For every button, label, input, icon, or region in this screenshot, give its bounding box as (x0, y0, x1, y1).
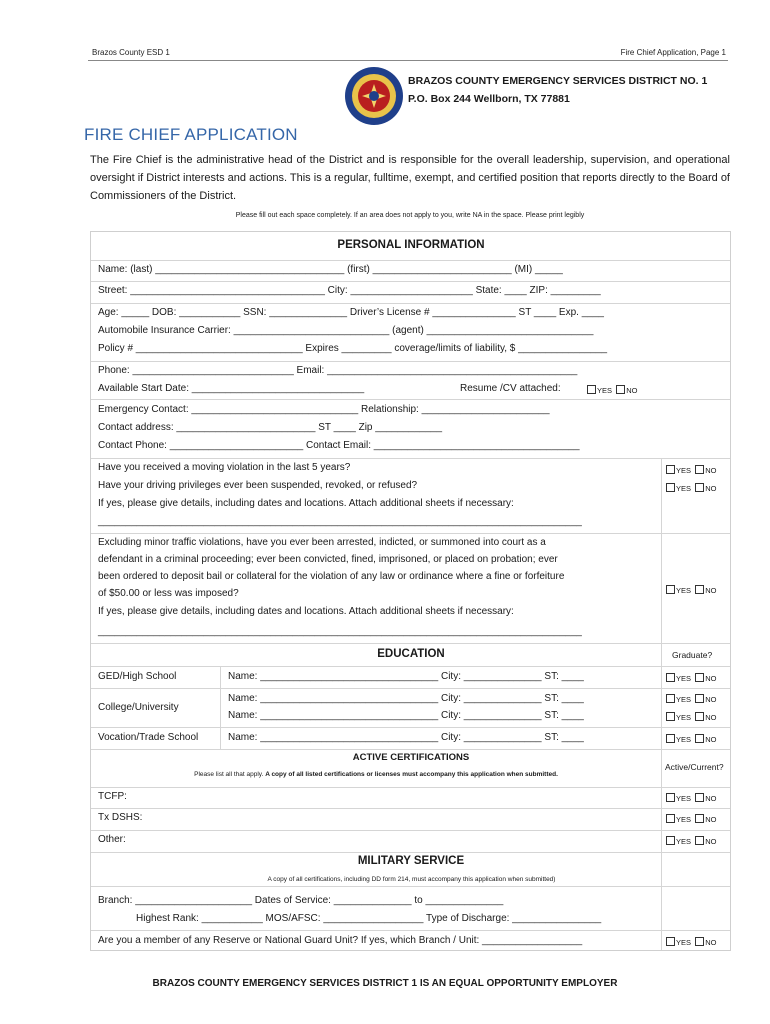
district-seal-logo (344, 66, 404, 126)
organization-block (408, 72, 707, 108)
start-date-field[interactable]: Available Start Date: _______________________________ (98, 383, 365, 394)
checkbox-icon[interactable] (666, 483, 675, 492)
criminal-yes-no[interactable]: YES NO (666, 585, 716, 595)
checkbox-icon[interactable] (695, 465, 704, 474)
txdshs-yes-no[interactable]: YES NO (666, 814, 716, 824)
checkbox-icon[interactable] (666, 465, 675, 474)
checkbox-icon[interactable] (666, 836, 675, 845)
header-divider (88, 60, 728, 61)
college-name-line-1[interactable]: Name: ________________________________ City: ______________ ST: ____ (228, 693, 584, 704)
checkbox-icon[interactable] (666, 673, 675, 682)
intro-paragraph: The Fire Chief is the administrative head of the District and is responsible for the overall leadership, supervision, and operational oversight if District interests and actions. This is a regular, fulltime, exempt, and certified position that reports directly to the Board of Commissioners of the District. (90, 154, 730, 202)
checkbox-icon[interactable] (666, 793, 675, 802)
branch-dates-field[interactable]: Branch: _____________________ Dates of Service: ______________ to ______________ (98, 895, 504, 906)
other-cert-field[interactable]: Other: (98, 834, 126, 845)
organization-name: BRAZOS COUNTY EMERGENCY SERVICES DISTRICT NO. 1 (408, 75, 708, 87)
military-note: A copy of all certifications, including DD form 214, must accompany this application when submitted) (267, 876, 556, 883)
street-field[interactable]: Street: ___________________________________ City: ______________________ State: ____ ZIP: _________ (98, 285, 601, 296)
vocation-yes-no[interactable]: YES NO (666, 734, 716, 744)
checkbox-icon[interactable] (695, 814, 704, 823)
page-header-right: Fire Chief Application, Page 1 (620, 48, 726, 57)
vocation-name-line[interactable]: Name: ________________________________ City: ______________ ST: ____ (228, 732, 584, 743)
education-row-ged: GED/High School (98, 671, 177, 682)
instructions-note: Please fill out each space completely. If an area does not apply to you, write NA in the space. Please print legibly (235, 212, 585, 219)
checkbox-icon[interactable] (587, 385, 596, 394)
education-row-vocation: Vocation/Trade School (98, 732, 199, 743)
certifications-heading: ACTIVE CERTIFICATIONS (352, 752, 470, 763)
resume-yes-no[interactable]: YES NO (587, 385, 637, 395)
insurance-carrier-field[interactable]: Automobile Insurance Carrier: ____________________________ (agent) ______________________________ (98, 325, 594, 336)
checkbox-icon[interactable] (695, 694, 704, 703)
form-title: FIRE CHIEF APPLICATION (84, 125, 298, 144)
checkbox-icon[interactable] (695, 585, 704, 594)
policy-field[interactable]: Policy # ______________________________ Expires _________ coverage/limits of liability, $ ________________ (98, 343, 608, 354)
name-field[interactable]: Name: (last) __________________________________ (first) _________________________ (MI) _____ (98, 264, 563, 275)
checkbox-icon[interactable] (666, 937, 675, 946)
checkbox-icon[interactable] (695, 793, 704, 802)
criminal-question-line-2: defendant in a criminal proceeding; ever been convicted, fined, imprisoned, or placed on probation; ever (98, 554, 558, 565)
checkbox-icon[interactable] (666, 734, 675, 743)
ged-yes-no[interactable]: YES NO (666, 673, 716, 683)
reserve-yes-no[interactable]: YES NO (666, 937, 716, 947)
criminal-details-line[interactable]: _______________________________________________________________________________________ (98, 626, 582, 637)
college-name-line-2[interactable]: Name: ________________________________ City: ______________ ST: ____ (228, 710, 584, 721)
education-row-college: College/University (98, 702, 179, 713)
tcfp-yes-no[interactable]: YES NO (666, 793, 716, 803)
checkbox-icon[interactable] (695, 734, 704, 743)
criminal-question-line-1: Excluding minor traffic violations, have you ever been arrested, indicted, or summoned into court as a (98, 537, 546, 548)
criminal-question-line-3: been ordered to deposit bail or collateral for the violation of any law or ordinance where a fine or forfeiture (98, 571, 565, 582)
organization-address: P.O. Box 244 Wellborn, TX 77881 (408, 93, 570, 105)
violation-details-line[interactable]: _______________________________________________________________________________________ (98, 516, 582, 527)
checkbox-icon[interactable] (695, 937, 704, 946)
moving-violation-yes-no[interactable]: YES NO (666, 465, 716, 475)
criminal-details-prompt: If yes, please give details, including dates and locations. Attach additional sheets if necessary: (98, 606, 514, 617)
txdshs-field[interactable]: Tx DSHS: (98, 812, 143, 823)
military-heading: MILITARY SERVICE (357, 855, 465, 867)
checkbox-icon[interactable] (695, 483, 704, 492)
moving-violation-question: Have you received a moving violation in the last 5 years? (98, 462, 351, 473)
checkbox-icon[interactable] (666, 814, 675, 823)
emergency-contact-field[interactable]: Emergency Contact: ______________________________ Relationship: _______________________ (98, 404, 550, 415)
graduate-header: Graduate? (672, 650, 713, 660)
certifications-note: Please list all that apply. A copy of all listed certifications or licenses must accompany this application when submitted. (194, 771, 558, 778)
other-cert-yes-no[interactable]: YES NO (666, 836, 716, 846)
tcfp-field[interactable]: TCFP: (98, 791, 127, 802)
checkbox-icon[interactable] (695, 712, 704, 721)
phone-email-field[interactable]: Phone: _____________________________ Email: _____________________________________________ (98, 365, 578, 376)
page-header-left: Brazos County ESD 1 (92, 48, 170, 57)
age-dob-ssn-field[interactable]: Age: _____ DOB: ___________ SSN: ______________ Driver’s License # _______________ ST ____ Exp. ____ (98, 307, 604, 318)
reserve-question[interactable]: Are you a member of any Reserve or National Guard Unit? If yes, which Branch / Unit: __________________ (98, 935, 583, 946)
checkbox-icon[interactable] (616, 385, 625, 394)
suspended-yes-no[interactable]: YES NO (666, 483, 716, 493)
checkbox-icon[interactable] (666, 585, 675, 594)
checkbox-icon[interactable] (666, 712, 675, 721)
rank-mos-discharge-field[interactable]: Highest Rank: ___________ MOS/AFSC: __________________ Type of Discharge: ________________ (136, 913, 602, 924)
resume-label: Resume /CV attached: (460, 383, 561, 394)
college-yes-no-1[interactable]: YES NO (666, 694, 716, 704)
license-suspended-question: Have your driving privileges ever been suspended, revoked, or refused? (98, 480, 418, 491)
contact-phone-email-field[interactable]: Contact Phone: ________________________ Contact Email: _____________________________________ (98, 440, 580, 451)
criminal-question-line-4: of $50.00 or less was imposed? (98, 588, 239, 599)
violation-details-prompt: If yes, please give details, including dates and locations. Attach additional sheets if necessary: (98, 498, 514, 509)
checkbox-icon[interactable] (695, 836, 704, 845)
application-form (90, 231, 731, 951)
education-heading: EDUCATION (377, 648, 445, 660)
equal-opportunity-footer: BRAZOS COUNTY EMERGENCY SERVICES DISTRICT 1 IS AN EQUAL OPPORTUNITY EMPLOYER (152, 978, 618, 989)
active-current-header: Active/Current? (665, 762, 724, 772)
college-yes-no-2[interactable]: YES NO (666, 712, 716, 722)
ged-name-line[interactable]: Name: ________________________________ City: ______________ ST: ____ (228, 671, 584, 682)
checkbox-icon[interactable] (695, 673, 704, 682)
contact-address-field[interactable]: Contact address: _________________________ ST ____ Zip ____________ (98, 422, 442, 433)
checkbox-icon[interactable] (666, 694, 675, 703)
personal-info-heading: PERSONAL INFORMATION (337, 239, 485, 251)
